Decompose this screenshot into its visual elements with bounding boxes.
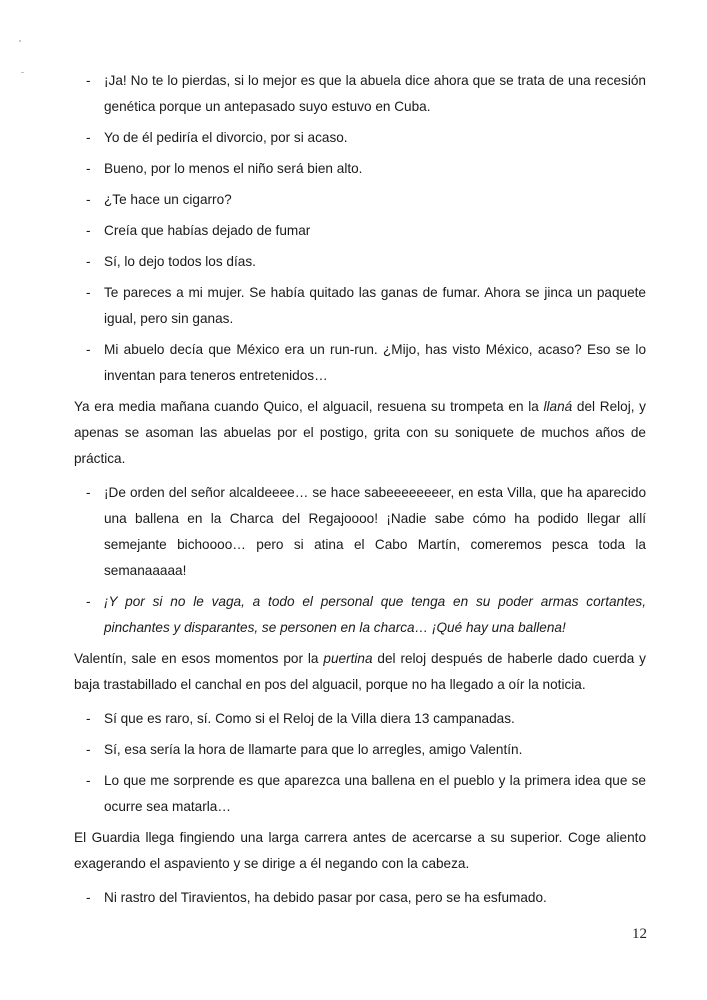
narration-paragraph [74, 646, 646, 698]
dialogue-text: Sí, esa sería la hora de llamarte para que lo arregles, amigo Valentín. [104, 742, 523, 757]
dialogue-text: Te pareces a mi mujer. Se había quitado las ganas de fumar. Ahora se jinca un paquete igual, pero sin ganas. [104, 285, 646, 326]
dialogue-text: Sí, lo dejo todos los días. [104, 254, 256, 269]
dialogue-dash: - [86, 485, 91, 500]
dialogue-line [74, 156, 646, 182]
dialogue-text: Lo que me sorprende es que aparezca una ballena en el pueblo y la primera idea que se ocurre sea matarla… [104, 773, 646, 814]
narration-text: Ya era media mañana cuando Quico, el alguacil, resuena su trompeta en la [74, 399, 544, 414]
dialogue-text: Ni rastro del Tiravientos, ha debido pasar por casa, pero se ha esfumado. [104, 890, 547, 905]
dialogue-text: ¿Te hace un cigarro? [104, 192, 232, 207]
dialogue-line [74, 885, 646, 911]
dialogue-line [74, 337, 646, 389]
dialogue-text: Creía que habías dejado de fumar [104, 223, 311, 238]
scan-speck [21, 72, 24, 73]
text-body [74, 68, 646, 916]
dialogue-dash: - [86, 594, 91, 609]
narration-text: Valentín, sale en esos momentos por la [74, 651, 324, 666]
narration-text: del reloj después de haberle dado cuerda y baja trastabillado el canchal en pos del alguacil, porque no ha llegado a oír la noticia. [74, 651, 646, 692]
dialogue-text: Mi abuelo decía que México era un run-run. ¿Mijo, has visto México, acaso? Eso se lo inventan para teneros entretenidos… [104, 342, 646, 383]
dialogue-dash: - [86, 890, 91, 905]
dialogue-dash: - [86, 130, 91, 145]
dialogue-text: ¡Ja! No te lo pierdas, si lo mejor es que la abuela dice ahora que se trata de una recesión genética porque un antepasado suyo estuvo en Cuba. [104, 73, 646, 114]
dialogue-dash: - [86, 254, 91, 269]
dialogue-text: Sí que es raro, sí. Como si el Reloj de la Villa diera 13 campanadas. [104, 711, 515, 726]
dialogue-dash: - [86, 285, 91, 300]
dialogue-dash: - [86, 223, 91, 238]
proclamation-line [74, 480, 646, 584]
dialogue-line [74, 218, 646, 244]
dialogue-dash: - [86, 711, 91, 726]
proclamation-line [74, 589, 646, 641]
narration-paragraph [74, 394, 646, 472]
page-number: 12 [632, 926, 647, 942]
dialogue-dash: - [86, 773, 91, 788]
narration-italic-word: puertina [323, 651, 373, 666]
dialogue-line [74, 706, 646, 732]
dialogue-text: Bueno, por lo menos el niño será bien alto. [104, 161, 363, 176]
dialogue-text: Yo de él pediría el divorcio, por si acaso. [104, 130, 348, 145]
dialogue-dash: - [86, 342, 91, 357]
dialogue-dash: - [86, 742, 91, 757]
narration-italic-word: llaná [543, 399, 573, 414]
dialogue-dash: - [86, 192, 91, 207]
dialogue-line [74, 187, 646, 213]
narration-text: del Reloj, y apenas se asoman las abuelas por el postigo, grita con su soniquete de muchos años de práctica. [74, 399, 646, 466]
dialogue-line [74, 768, 646, 820]
narration-paragraph: El Guardia llega fingiendo una larga carrera antes de acercarse a su superior. Coge aliento exagerando el aspaviento y se dirige a él negando con la cabeza. [74, 830, 646, 871]
proclamation-text: ¡De orden del señor alcaldeeee… se hace sabeeeeeeeer, en esta Villa, que ha aparecido una ballena en la Charca del Regajoooo! ¡Nadie sabe cómo ha podido llegar allí semejante bichoooo… pero si atina el Cabo Martín, comeremos pesca toda la semanaaaaa! [104, 485, 646, 578]
dialogue-dash: - [86, 161, 91, 176]
dialogue-line [74, 125, 646, 151]
dialogue-line [74, 737, 646, 763]
proclamation-italic-text: ¡Y por si no le vaga, a todo el personal que tenga en su poder armas cortantes, pinchantes y disparantes, se personen en la charca… ¡Qué hay una ballena! [104, 594, 646, 635]
dialogue-dash: - [86, 73, 91, 88]
dialogue-line [74, 68, 646, 120]
dialogue-line [74, 280, 646, 332]
dialogue-line [74, 249, 646, 275]
scan-speck [19, 40, 21, 42]
